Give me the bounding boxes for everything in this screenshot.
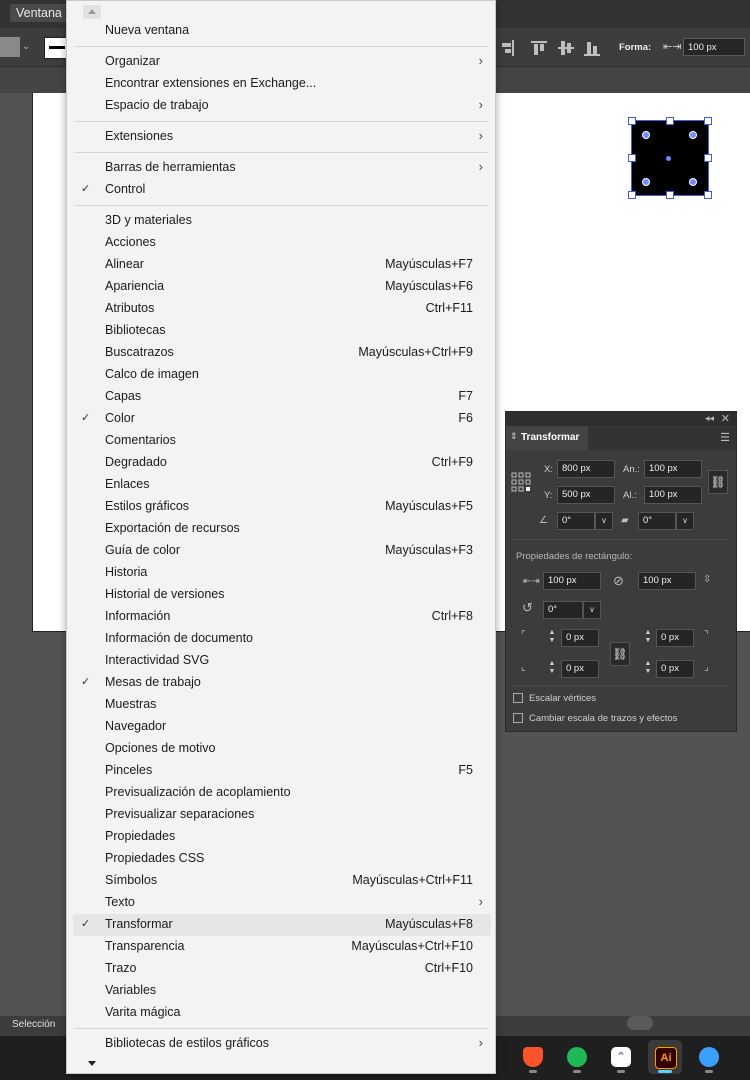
y-input[interactable]: 500 px: [557, 486, 615, 504]
forma-label: Forma:: [619, 42, 652, 53]
rect-props-title: Propiedades de rectángulo:: [516, 551, 633, 562]
chevron-right-icon: ›: [478, 97, 483, 112]
menu-item[interactable]: Texto ›: [105, 894, 483, 909]
checkmark-icon: ✓: [81, 918, 91, 930]
chevron-right-icon: ›: [478, 128, 483, 143]
align-top-icon[interactable]: [531, 40, 547, 56]
menu-item[interactable]: Varita mágica: [105, 1005, 181, 1019]
menu-item[interactable]: Interactividad SVG: [105, 653, 210, 667]
menu-item[interactable]: Nueva ventana: [105, 23, 190, 37]
menu-item[interactable]: Historial de versiones: [105, 587, 225, 601]
menu-item[interactable]: Navegador: [105, 719, 167, 733]
panel-divider: [512, 539, 730, 540]
menu-divider: [75, 152, 489, 153]
corner-top-right-icon: ⌝: [704, 630, 709, 641]
center-point: [666, 156, 671, 161]
collapse-icon[interactable]: ◂◂: [704, 413, 714, 423]
height-label: Al.:: [623, 490, 637, 501]
stepper-icon[interactable]: ▲ ▼: [548, 660, 556, 675]
stepper-icon[interactable]: ▲ ▼: [644, 660, 652, 675]
rotate-icon: ↺: [522, 600, 533, 615]
menu-item[interactable]: Exportación de recursos: [105, 521, 240, 535]
panel-divider: [512, 685, 730, 686]
menu-item[interactable]: Opciones de motivo: [105, 741, 216, 755]
corner-widget[interactable]: [642, 178, 650, 186]
width-input[interactable]: 100 px: [683, 38, 745, 56]
menu-item[interactable]: ✓ Mesas de trabajo: [81, 675, 201, 689]
width-icon: ⇤⇥: [663, 41, 682, 53]
window-menu-dropdown: [66, 0, 496, 1074]
rect-width-icon: ⇤⇥: [523, 576, 540, 587]
menu-divider: [75, 121, 489, 122]
stepper-icon[interactable]: ▲ ▼: [644, 629, 652, 644]
menu-item[interactable]: Variables: [105, 983, 157, 997]
scroll-down-arrow-icon[interactable]: [83, 1057, 101, 1071]
x-input[interactable]: 800 px: [557, 460, 615, 478]
rect-width-input[interactable]: 100 px: [543, 572, 601, 590]
corner-widget[interactable]: [689, 178, 697, 186]
height-input[interactable]: 100 px: [644, 486, 702, 504]
scroll-up-arrow-icon[interactable]: [83, 5, 101, 19]
paint-icon[interactable]: [692, 1040, 726, 1074]
menu-item[interactable]: Muestras: [105, 697, 157, 711]
menu-divider: [75, 205, 489, 206]
menu-item[interactable]: Transparencia Mayúsculas+Ctrl+F10: [105, 939, 473, 953]
menu-item[interactable]: Extensiones ›: [105, 128, 483, 143]
rect-height-input[interactable]: 100 px: [638, 572, 696, 590]
corner-bottom-left-icon: ⌞: [521, 662, 526, 673]
horizontal-scrollbar[interactable]: [627, 1016, 653, 1030]
menu-item[interactable]: Bibliotecas de estilos gráficos ›: [105, 1035, 483, 1050]
angle-icon: ∠: [539, 515, 548, 526]
radius-bottom-right-input[interactable]: 0 px: [656, 660, 694, 678]
reference-point-icon[interactable]: [511, 472, 531, 492]
brave-icon[interactable]: [516, 1040, 550, 1074]
rect-rotation-input[interactable]: 0°: [543, 601, 583, 619]
chevron-right-icon: ›: [478, 894, 483, 909]
scale-strokes-label: Cambiar escala de trazos y efectos: [529, 713, 678, 724]
menu-item[interactable]: Capas F7: [105, 389, 473, 403]
panel-menu-icon[interactable]: ☰: [720, 432, 730, 444]
menu-item[interactable]: Degradado Ctrl+F9: [105, 455, 473, 469]
menu-item[interactable]: Pinceles F5: [105, 763, 473, 777]
x-label: X:: [544, 464, 553, 475]
menu-item[interactable]: Estilos gráficos Mayúsculas+F5: [105, 499, 473, 513]
y-label: Y:: [544, 490, 553, 501]
menu-item[interactable]: Trazo Ctrl+F10: [105, 961, 473, 975]
chevron-down-icon[interactable]: ∨: [676, 512, 694, 530]
selection-handle[interactable]: [628, 117, 636, 125]
spotify-icon[interactable]: [560, 1040, 594, 1074]
menu-item[interactable]: ✓ Color F6: [81, 411, 473, 425]
menu-item[interactable]: Propiedades: [105, 829, 176, 843]
menu-item[interactable]: Acciones: [105, 235, 156, 249]
menu-item[interactable]: Encontrar extensiones en Exchange...: [105, 76, 317, 90]
scale-corners-checkbox[interactable]: [513, 693, 523, 703]
align-right-icon[interactable]: [500, 40, 516, 56]
shear-input[interactable]: 0°: [638, 512, 676, 530]
close-icon[interactable]: ✕: [720, 413, 730, 425]
link-radius-icon[interactable]: ⛓: [610, 642, 630, 666]
menu-item[interactable]: Previsualizar separaciones: [105, 807, 255, 821]
scale-corners-label: Escalar vértices: [529, 693, 597, 704]
menu-item[interactable]: Información Ctrl+F8: [105, 609, 473, 623]
menu-divider: [75, 46, 489, 47]
chevron-down-icon[interactable]: ∨: [595, 512, 613, 530]
align-bottom-icon[interactable]: [584, 40, 600, 56]
menu-item[interactable]: Previsualización de acoplamiento: [105, 785, 291, 799]
menu-item[interactable]: Apariencia Mayúsculas+F6: [105, 279, 473, 293]
radius-bottom-left-input[interactable]: 0 px: [561, 660, 599, 678]
menu-item[interactable]: Guía de color Mayúsculas+F3: [105, 543, 473, 557]
unlink-icon[interactable]: ⊘: [613, 573, 624, 588]
illustrator-glyph: Ai: [655, 1047, 677, 1069]
menu-item[interactable]: 3D y materiales: [105, 213, 192, 227]
rect-height-icon: ⇳: [703, 574, 712, 585]
menu-item[interactable]: ✓ Control: [81, 182, 146, 196]
selection-handle[interactable]: [704, 154, 712, 162]
selection-handle[interactable]: [666, 191, 674, 199]
menu-item[interactable]: Calco de imagen: [105, 367, 199, 381]
panel-title: Transformar: [521, 432, 580, 443]
width-input[interactable]: 100 px: [644, 460, 702, 478]
menu-item[interactable]: Propiedades CSS: [105, 851, 205, 865]
corner-widget[interactable]: [642, 131, 650, 139]
checkmark-icon: ✓: [81, 676, 91, 688]
chevron-right-icon: ›: [478, 159, 483, 174]
corner-widget[interactable]: [689, 131, 697, 139]
stepper-icon[interactable]: ▲ ▼: [548, 629, 556, 644]
align-vertical-center-icon[interactable]: [558, 40, 574, 56]
chevron-down-icon[interactable]: ∨: [583, 601, 601, 619]
radius-top-left-input[interactable]: 0 px: [561, 629, 599, 647]
menu-item[interactable]: Bibliotecas: [105, 323, 166, 337]
menu-item[interactable]: Espacio de trabajo ›: [105, 97, 483, 112]
panel-header: [506, 412, 736, 426]
selection-handle[interactable]: [704, 191, 712, 199]
clickup-icon[interactable]: ⌃: [604, 1040, 638, 1074]
menu-item[interactable]: Organizar ›: [105, 53, 483, 68]
selection-handle[interactable]: [628, 191, 636, 199]
selection-handle[interactable]: [704, 117, 712, 125]
fill-swatch[interactable]: [0, 37, 20, 57]
rotate-input[interactable]: 0°: [557, 512, 595, 530]
corner-bottom-right-icon: ⌟: [704, 662, 709, 673]
chevron-right-icon: ›: [478, 1035, 483, 1050]
chevron-down-icon[interactable]: ⌄: [22, 41, 31, 52]
expand-icon: ⇕: [510, 431, 518, 441]
menu-item[interactable]: Comentarios: [105, 433, 176, 447]
menu-divider: [75, 1028, 489, 1029]
scale-strokes-checkbox[interactable]: [513, 713, 523, 723]
menu-item[interactable]: Enlaces: [105, 477, 150, 491]
panel-tab-row: [506, 426, 736, 450]
menu-item[interactable]: Símbolos Mayúsculas+Ctrl+F11: [105, 873, 473, 887]
radius-top-right-input[interactable]: 0 px: [656, 629, 694, 647]
selection-handle[interactable]: [628, 154, 636, 162]
tab-transformar[interactable]: [506, 426, 588, 450]
menu-ventana[interactable]: Ventana: [10, 4, 68, 22]
constrain-proportions-icon[interactable]: ⛓: [708, 470, 728, 494]
checkmark-icon: ✓: [81, 183, 91, 195]
menu-item[interactable]: Historia: [105, 565, 148, 579]
checkmark-icon: ✓: [81, 412, 91, 424]
menu-item[interactable]: Barras de herramientas ›: [105, 159, 483, 174]
menu-item-highlighted[interactable]: ✓ Transformar Mayúsculas+F8: [73, 914, 491, 936]
shear-icon: ▰: [621, 515, 629, 526]
menu-item[interactable]: Buscatrazos Mayúsculas+Ctrl+F9: [105, 345, 473, 359]
menu-item[interactable]: Atributos Ctrl+F11: [105, 301, 473, 315]
transform-panel: [505, 411, 737, 732]
menu-item[interactable]: Alinear Mayúsculas+F7: [105, 257, 473, 271]
chevron-right-icon: ›: [478, 53, 483, 68]
menu-item[interactable]: Información de documento: [105, 631, 254, 645]
selection-handle[interactable]: [666, 117, 674, 125]
illustrator-icon[interactable]: [648, 1040, 682, 1074]
width-label: An.:: [623, 464, 640, 475]
corner-top-left-icon: ⌜: [521, 630, 526, 641]
status-tool: Selección: [12, 1019, 56, 1030]
